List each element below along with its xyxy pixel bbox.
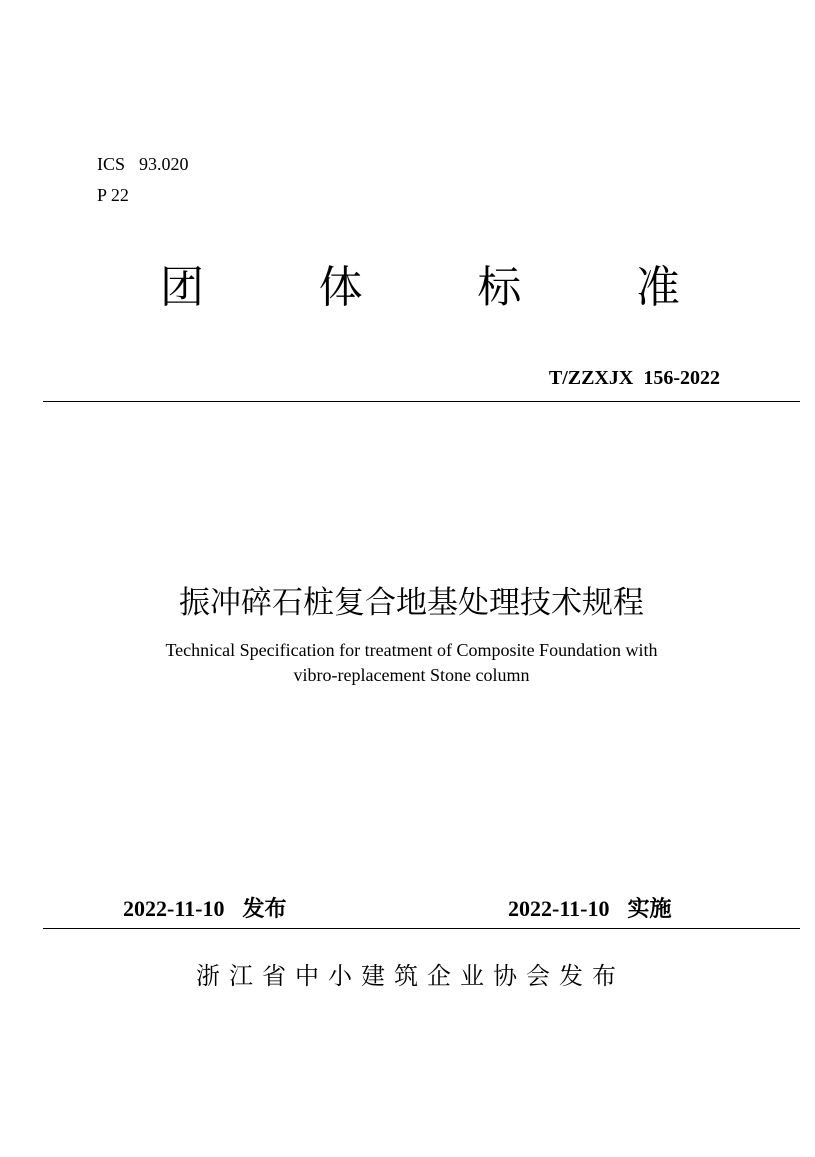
ics-label: ICS bbox=[97, 154, 126, 174]
implementation-label: 实施 bbox=[627, 897, 672, 922]
standard-type-char-2: 体 bbox=[318, 262, 363, 313]
issue-date: 2022-11-10 bbox=[123, 896, 225, 921]
title-chinese: 振冲碎石桩复合地基处理技术规程 bbox=[179, 585, 644, 621]
standard-type-char-3: 标 bbox=[477, 262, 522, 313]
implementation-date-block bbox=[508, 895, 671, 924]
standard-number bbox=[549, 366, 720, 390]
ics-code: 93.020 bbox=[139, 154, 189, 174]
top-divider bbox=[43, 401, 800, 402]
standard-number-prefix: T/ZZXJX bbox=[548, 367, 634, 389]
standard-type-heading bbox=[160, 260, 680, 316]
bottom-divider bbox=[43, 928, 800, 929]
title-english bbox=[0, 638, 815, 688]
standard-number-value: 156-2022 bbox=[643, 367, 720, 389]
title-english-line-1: Technical Specification for treatment of Composite Foundation with bbox=[165, 640, 658, 660]
issue-label: 发布 bbox=[242, 897, 287, 922]
ccs-code: P 22 bbox=[97, 185, 129, 205]
publisher: 浙江省中小建筑企业协会发布 bbox=[196, 962, 625, 990]
standard-type-char-4: 准 bbox=[635, 262, 680, 313]
issue-date-block bbox=[123, 895, 286, 924]
ics-classification bbox=[97, 153, 189, 175]
title-english-line-2: vibro-replacement Stone column bbox=[293, 665, 530, 685]
implementation-date: 2022-11-10 bbox=[508, 896, 610, 921]
standard-type-char-1: 团 bbox=[160, 262, 204, 313]
